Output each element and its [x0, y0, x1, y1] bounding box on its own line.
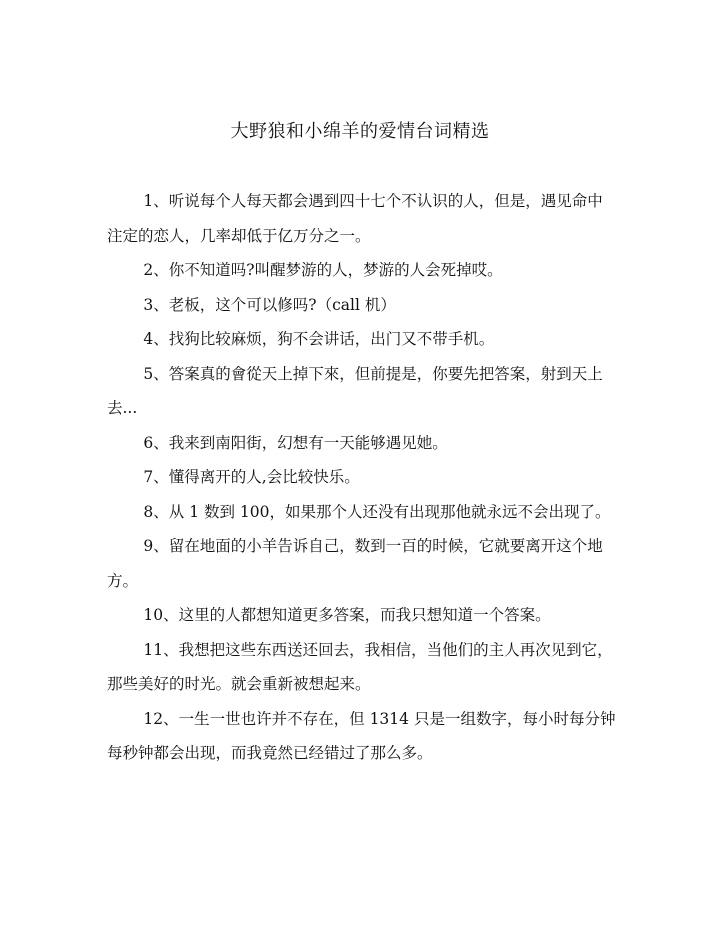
quote-paragraph-10: 10、这里的人都想知道更多答案，而我只想知道一个答案。: [143, 606, 551, 624]
quote-paragraph-1: 1、听说每个人每天都会遇到四十七个不认识的人，但是，遇见命中注定的恋人，几率却低于亿万分之一。: [107, 192, 603, 245]
quote-paragraph-12: 12、一生一世也许并不存在，但 1314 只是一组数字，每小时每分钟每秒钟都会出现，而我竟然已经错过了那么多。: [107, 709, 616, 762]
quote-paragraph-4: 4、找狗比较麻烦，狗不会讲话，出门又不带手机。: [143, 330, 495, 348]
quote-paragraph-9: 9、留在地面的小羊告诉自己，数到一百的时候，它就要离开这个地方。: [107, 537, 603, 590]
quote-paragraph-2: 2、你不知道吗?叫醒梦游的人，梦游的人会死掉哎。: [143, 261, 503, 279]
quote-paragraph-3: 3、老板，这个可以修吗?（call 机）: [143, 295, 396, 314]
quote-paragraph-7: 7、懂得离开的人,会比较快乐。: [143, 468, 360, 486]
document-body: [107, 184, 617, 771]
quote-paragraph-6: 6、我来到南阳街，幻想有一天能够遇见她。: [143, 433, 448, 452]
quote-paragraph-11: 11、我想把这些东西送还回去，我相信，当他们的主人再次见到它，那些美好的时光。就会重新被想起来。: [107, 640, 613, 693]
quote-paragraph-5: 5、答案真的會從天上掉下來，但前提是，你要先把答案，射到天上去...: [107, 364, 603, 417]
quote-paragraph-8: 8、从 1 数到 100，如果那个人还没有出现那他就永远不会出现了。: [143, 502, 611, 521]
document-title: 大野狼和小绵羊的爱情台词精选: [230, 121, 490, 142]
